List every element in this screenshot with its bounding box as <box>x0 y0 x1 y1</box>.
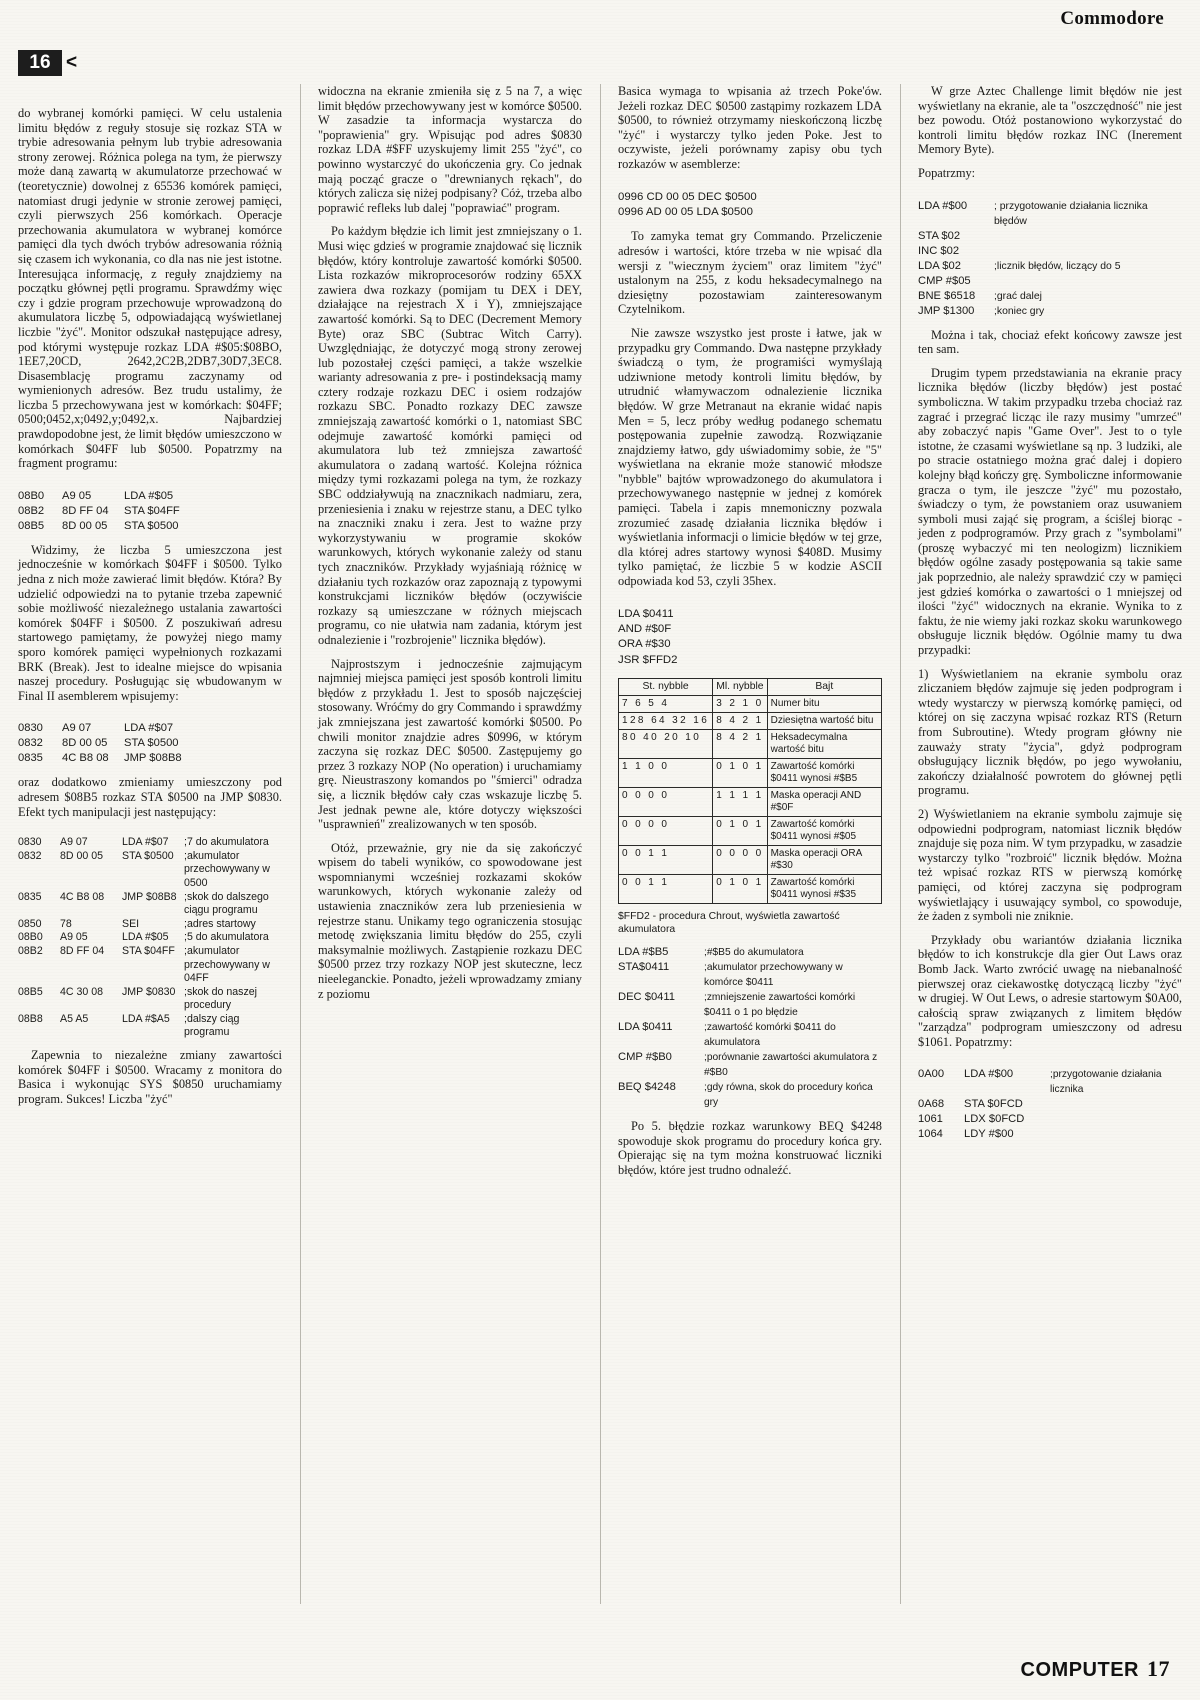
code-address: 0832 <box>18 849 42 862</box>
footer-page-number: 17 <box>1147 1656 1170 1681</box>
paragraph: Nie zawsze wszystko jest proste i łatwe, jak w przypadku gry Commando. Dwa następne przykłady świadczą o tym, że programiści wymyślają udziwnione metody kontroli limitu błędów, by utrudnić włamywaczom odnalezienie licznika błędów. W grze Metranaut na ekranie widać napis Men = 5, lecz próby według podanego schematu postępowania zupełnie zawodzą. Rozwiązanie znajdziemy łatwo, gdy uświadomimy sobie, że "5" wyświetlana na ekranie może stanowić młodsze "nybble" bajtów wprowadzonego do akumulatora i przechowywanego następnie w jednej z komórek pamięci. Tabela i zapis mnemoniczny pozwala zrozumieć zasadę działania licznika błędów i wyświetlania informacji o limicie błędów w tej grze, dla której adres startowy wynosi $408D. Musimy tylko pamiętać, że liczbie 5 w kodzie ASCII odpowiada kod 53, czyli 35hex. <box>618 325 882 589</box>
page-number-badge: 16 <box>18 50 62 76</box>
code-line <box>918 1097 1182 1112</box>
code-bytes: A9 05 <box>60 931 88 944</box>
code-mnemonic: LDA #$07 <box>124 722 174 735</box>
code-bytes: 4C B8 08 <box>60 890 105 903</box>
code-line <box>18 751 282 766</box>
spacer <box>318 648 582 657</box>
code-address: 08B0 <box>18 931 43 944</box>
nybble-table-header: Ml. nybble <box>713 679 767 696</box>
paragraph: Widzimy, że liczba 5 umieszczona jest jednocześnie w komórkach $04FF i $0500. Tylko jedna z nich może zawierać limit błędów. Która? By udzielić odpowiedzi na to pytanie trzeba zapewnić sobie możliwość niezależnego ustalania zawartości komórek $04FF i $0500. Z poszukiwań adresu startowego pamiętamy, że powyżej niego mamy sporo komórek pamięci wypełnionych rozkazami BRK (Break). Jest to idealne miejsce do wpisania naszej procedury. Posługując się wbudowanym w Final II asemblerem wpisujemy: <box>18 542 282 703</box>
code-bytes: 78 <box>60 917 72 930</box>
nybble-table-row <box>619 817 882 846</box>
paragraph: Można i tak, chociaż efekt końcowy zawsze jest ten sam. <box>918 327 1182 357</box>
nybble-desc: Zawartość komórki $0411 wynosi #$B5 <box>767 759 881 788</box>
code-address: 0830 <box>18 836 42 849</box>
code-comment: ;dalszy ciąg programu <box>184 1012 240 1039</box>
code-line <box>18 945 282 986</box>
code-line <box>18 504 282 519</box>
code-comment: ;porównanie zawartości akumulatora z #$B0 <box>704 1052 878 1079</box>
code-line <box>18 891 282 918</box>
paragraph: Basica wymaga to wpisania aż trzech Poke'ów. Jeżeli rozkaz DEC $0500 zastąpimy rozkazem LDA $0500, to również otrzymamy nieskończoną liczbę "żyć" i wystarczy tylko jeden Poke. Jest to oczywiste, jeżeli porównamy zapisy obu tych rozkazów w asemblerze: <box>618 84 882 171</box>
code-mnemonic: INC $02 <box>918 244 960 257</box>
spacer <box>18 471 282 480</box>
code-address: 08B5 <box>18 985 43 998</box>
paragraph: Przykłady obu wariantów działania licznika błędów to ich konstrukcje dla gier Out Laws oraz Bomb Jack. Warto zwrócić uwagę na niebanalność pierwszej oraz ciekawostkę dotyczącą liczby "żyć" w drugiej. W Out Lews, o adresie startowym $0A00, całością spraw związanych z limitem błędów "zarządza" podprogram umieszczony od adresu $1061. Popatrzmy: <box>918 932 1182 1049</box>
code-mnemonic: LDA #$07 <box>122 836 169 849</box>
column-2 <box>318 84 582 1604</box>
code-bytes: 8D FF 04 <box>60 944 105 957</box>
paragraph: do wybranej komórki pamięci. W celu ustalenia limitu błędów z reguły stosuje się rozkaz STA w trybie adresowania pełnym lub trybie adresowania strony zerowej. Różnica polega na tym, że pierwszy może daną zawartą w akumulatorze przechować w (teoretycznie) dowolnej z 65536 komórek pamięci, natomiast drugi jedynie w stronie zerowej pamięci, czyli pierwszych 256 komórkach. Operacje przechowania akumulatora w wybranej komórce pamięci dla tych dwóch trybów adresowania różnią się czasem ich wykonania, co dla nas nie jest istotne. Interesująca informację, z reguły znajdziemy na początku głównej pętli programu. Sprawdźmy więc czy i gdzie program przechowuje wprowadzoną do akumulatora liczbę 5, odpowiadającą wyświetlanej liczbie "żyć". Monitor odszukał następujące adresy, pod którymi występuje rozkaz LDA #$05:$08BO, 1EE7,20CD, 2642,2C2B,2DB7,30D7,3EC8. Disasemblację programu zaczynamy od wymienionych adresów. Bez trudu ustalimy, że liczba 5 przechowywana jest w komórkach: $04FF; 0500;0452,x;0492,y;0492,x. Najbardziej prawdopodobne jest, że limit błędów umieszczono w komórkach $04FF lub $0500. Popatrzmy na fragment programu: <box>18 106 282 471</box>
code-line <box>618 945 882 960</box>
code-line <box>18 721 282 736</box>
code-line: JSR $FFD2 <box>618 653 678 666</box>
code-comment: ;akumulator przechowywany w komórce $0411 <box>704 962 843 989</box>
spacer <box>918 357 1182 366</box>
masthead-title: Commodore <box>1060 8 1164 29</box>
code-mnemonic: STA $0FCD <box>964 1098 1023 1111</box>
column-3 <box>618 84 882 1604</box>
code-line <box>918 1112 1182 1127</box>
spacer <box>618 317 882 326</box>
code-address: 08B5 <box>18 519 45 532</box>
code-listing <box>18 721 282 766</box>
code-line <box>918 229 1182 244</box>
code-bytes: 8D 00 05 <box>62 737 108 750</box>
code-comment: ; przygotowanie działania licznika błędów <box>994 200 1148 227</box>
code-mnemonic: STA $0500 <box>122 849 174 862</box>
code-comment: ;grać dalej <box>994 290 1042 302</box>
column-divider <box>300 84 301 1604</box>
code-line <box>918 289 1182 304</box>
code-line <box>918 199 1182 229</box>
code-address: 08B8 <box>18 1012 43 1025</box>
code-mnemonic: STA $04FF <box>122 944 175 957</box>
nybble-desc: Numer bitu <box>767 696 881 713</box>
spacer <box>18 703 282 712</box>
code-line <box>918 304 1182 319</box>
code-block <box>618 190 882 221</box>
spacer <box>18 819 282 828</box>
code-bytes: 8D 00 05 <box>62 519 108 532</box>
code-comment: ;skok do naszej procedury <box>184 985 258 1012</box>
code-line <box>18 736 282 751</box>
code-address: 0850 <box>18 917 42 930</box>
nybble-ml-value: 1 1 1 1 <box>713 788 767 817</box>
code-line <box>618 960 882 990</box>
code-line: 0996 AD 00 05 LDA $0500 <box>618 205 753 218</box>
nybble-desc: Maska operacji ORA #$30 <box>767 846 881 875</box>
code-listing-annotated <box>18 836 282 1040</box>
spacer <box>918 658 1182 667</box>
code-comment: ;7 do akumulatora <box>184 836 269 849</box>
code-line <box>18 489 282 504</box>
spacer <box>918 924 1182 933</box>
code-mnemonic: LDA #$A5 <box>122 1012 170 1025</box>
code-address: 0832 <box>18 737 43 750</box>
article-columns <box>18 84 1182 1604</box>
column-divider <box>900 84 901 1604</box>
nybble-ml-value: 8 4 2 1 <box>713 713 767 730</box>
code-line <box>618 1020 882 1050</box>
spacer <box>618 589 882 598</box>
code-mnemonic: STA$0411 <box>618 961 670 974</box>
nybble-desc: Dziesiętna wartość bitu <box>767 713 881 730</box>
paragraph: widoczna na ekranie zmieniła się z 5 na 7, a więc limit błędów przechowywany jest w komórce $0500. W zasadzie ta informacja wystarcza do "poprawienia" gry. Wpisując pod adres $0830 rozkaz LDA #$FF uzyskujemy limit 255 "żyć", co powinno wystarczyć do ukończenia gry. Co jednak mają począć gracze o "drewnianych rękach", do których zalicza się niżej podpisany? Cóż, trzeba albo poprawić refleks lub dalej "poprawiać" program. <box>318 84 582 215</box>
code-mnemonic: BNE $6518 <box>918 289 976 302</box>
paragraph: Drugim typem przedstawiania na ekranie pracy licznika błędów (liczby błędów) jest postać symboliczna. W takim przypadku trzeba chociaż raz zagrać i przegrać licząc ile razy musimy "umrzeć" aby zobaczyć napis "Game Over". Jest to o tyle istotne, że czasami wyświetlane są np. 3 ludziki, ale po stracie ostatniego można grać dalej i dopiero kolejny błąd kończy grę. Symboliczne informowanie gracza o tym, ile jeszcze "żyć" mu pozostało, świadczy o tym, że powstaniem oraz usuwaniem symboli musi zająć się program, a ściślej biorąc - jeden z podprogramów. Przy grach z "symbolami" (proszę wybaczyć mi ten neologizm) licznikiem błędów ogólne zasady postępowania są takie same jak poprzednio, ale należy sprawdzić czy w pamięci jest gdzieś komórka o zawartości o 1 mniejszej od ilości "żyć" widocznych na ekranie. Wynika to z faktu, że nie wiemy jaki rozkaz skoku warunkowego obsługuje licznik błędów. Ogólnie mamy tu dwa przypadki: <box>918 365 1182 658</box>
paragraph: W grze Aztec Challenge limit błędów nie jest wyświetlany na ekranie, ale ta "oszczędność" nie jest bez powodu. Otóż postanowiono wykorzystać do kontroli limitu błędów rozkaz INC (Inerement Memory Byte). <box>918 84 1182 157</box>
spacer <box>18 1106 282 1115</box>
spacer <box>618 1178 882 1187</box>
code-bytes: 8D FF 04 <box>62 504 109 517</box>
nybble-st-value: 7 6 5 4 <box>619 696 713 713</box>
code-bytes: 4C 30 08 <box>60 985 103 998</box>
nybble-st-value: 128 64 32 16 <box>619 713 713 730</box>
code-listing-commented <box>618 945 882 1110</box>
code-line <box>918 1067 1182 1097</box>
paragraph: To zamyka temat gry Commando. Przeliczenie adresów i wartości, które trzeba w nie wpisać dla wersji z "wiecznym życiem" oraz limitem "żyć" ustalonym na 255, z kodu heksadecymalnego na dziesiętny pozostawiam zainteresowanym Czytelnikom. <box>618 229 882 317</box>
code-comment: ;przygotowanie działania licznika <box>1050 1069 1162 1096</box>
nybble-desc: Zawartość komórki $0411 wynosi #$35 <box>767 875 881 904</box>
spacer <box>318 832 582 841</box>
nybble-table-header: Bajt <box>767 679 881 696</box>
code-address: 0835 <box>18 890 42 903</box>
code-line <box>18 836 282 850</box>
code-line <box>618 1080 882 1110</box>
code-bytes: A9 07 <box>60 836 88 849</box>
spacer <box>318 215 582 224</box>
code-address: 1061 <box>918 1113 943 1126</box>
column-divider <box>600 84 601 1604</box>
code-line <box>918 244 1182 259</box>
spacer <box>918 798 1182 807</box>
nybble-st-value: 0 0 1 1 <box>619 875 713 904</box>
nybble-table-row <box>619 759 882 788</box>
code-line <box>18 1013 282 1040</box>
code-comment: ;zmniejszenie zawartości komórki $0411 o 1 po błędzie <box>704 992 856 1019</box>
code-mnemonic: LDA $0411 <box>618 1021 673 1034</box>
code-address: 0835 <box>18 752 43 765</box>
code-mnemonic: STA $0500 <box>124 519 179 532</box>
code-mnemonic: LDA $02 <box>918 259 961 272</box>
paragraph: Popatrzmy: <box>918 165 976 180</box>
column-4 <box>918 84 1182 1604</box>
code-comment: ;adres startowy <box>184 917 256 930</box>
code-line <box>18 931 282 945</box>
code-mnemonic: STA $04FF <box>124 504 180 517</box>
paragraph: Zapewnia to niezależne zmiany zawartości komórek $04FF i $0500. Wracamy z monitora do Basica i wykonując SYS $0850 uruchamiamy program. Sukces! Liczba "żyć" <box>18 1048 282 1106</box>
code-mnemonic: CMP #$05 <box>918 274 971 287</box>
footer-brand-label: COMPUTER <box>1020 1659 1139 1681</box>
code-mnemonic: JMP $1300 <box>918 304 975 317</box>
code-comment: ;gdy równa, skok do procedury końca gry <box>704 1082 873 1109</box>
spacer <box>318 1001 582 1010</box>
nybble-table-row <box>619 875 882 904</box>
code-mnemonic: JMP $08B8 <box>122 890 177 903</box>
code-mnemonic: STA $02 <box>918 229 961 242</box>
code-mnemonic: LDA #$05 <box>122 931 169 944</box>
code-line <box>918 274 1182 289</box>
code-mnemonic: LDX $0FCD <box>964 1113 1025 1126</box>
nybble-table-row <box>619 730 882 759</box>
spacer <box>918 181 1182 190</box>
code-address: 08B0 <box>18 489 45 502</box>
code-listing-commented <box>918 1067 1182 1142</box>
code-mnemonic: LDA #$B5 <box>618 946 669 959</box>
nybble-st-value: 0 0 0 0 <box>619 788 713 817</box>
code-comment: ;koniec gry <box>994 305 1045 317</box>
footer-brand <box>1021 1656 1170 1682</box>
code-line <box>918 1127 1182 1142</box>
nybble-desc: Heksadecymalna wartość bitu <box>767 730 881 759</box>
code-address: 08B2 <box>18 944 43 957</box>
code-address: 0830 <box>18 722 43 735</box>
nybble-st-value: 1 1 0 0 <box>619 759 713 788</box>
code-line: LDA $0411 <box>618 607 674 620</box>
code-mnemonic: STA $0500 <box>124 737 179 750</box>
code-mnemonic: CMP #$B0 <box>618 1051 672 1064</box>
nybble-table-row <box>619 696 882 713</box>
code-line <box>618 990 882 1020</box>
code-comment: ;akumulator przechowywany w 0500 <box>184 849 270 889</box>
nybble-desc: Maska operacji AND #$0F <box>767 788 881 817</box>
code-mnemonic: LDA #$00 <box>918 199 968 212</box>
code-listing-commented <box>918 199 1182 319</box>
nybble-table-header: St. nybble <box>619 679 713 696</box>
table-note: $FFD2 - procedura Chrout, wyświetla zawartość akumulatora <box>618 911 840 936</box>
code-mnemonic: LDY #$00 <box>964 1128 1014 1141</box>
code-line <box>18 986 282 1013</box>
code-mnemonic: JMP $0830 <box>122 985 176 998</box>
code-bytes: A5 A5 <box>60 1012 89 1025</box>
paragraph: oraz dodatkowo zmieniamy umieszczony pod adresem $08B5 rozkaz STA $0500 na JMP $0830. Efekt tych manipulacji jest następujący: <box>18 775 282 819</box>
paragraph: Najprostszym i jednocześnie zajmującym najmniej miejsca pamięci jest sposób kontroli limitu błędów z przykładu 1. Jest to sposób najczęściej stosowany. Wróćmy do gry Commando i sprawdźmy jak zmniejszana jest zawartość komórki $0500. Po chwili monitor znajdzie adres $0996, w którym zaczyna się rozkaz DEC $0500. Zastępujemy go przez 3 rozkazy NOP (No operation) i uruchamiamy grę. Nieustraszony komandos po "śmierci" odradza się, a licznik błędów cały czas wskazuje liczbę 5. Jest jednak pewne ale, które dotyczy większości "usprawnień" zrealizowanych w ten sposób. <box>318 656 582 832</box>
nybble-ml-value: 0 1 0 1 <box>713 759 767 788</box>
code-bytes: A9 07 <box>62 722 92 735</box>
code-bytes: 4C B8 08 <box>62 752 109 765</box>
code-bytes: A9 05 <box>62 489 92 502</box>
code-comment: ;akumulator przechowywany w 04FF <box>184 944 270 985</box>
nybble-table <box>618 678 882 904</box>
nybble-desc: Zawartość komórki $0411 wynosi #$05 <box>767 817 881 846</box>
nybble-table-row <box>619 846 882 875</box>
nybble-ml-value: 0 1 0 1 <box>713 875 767 904</box>
spacer <box>918 1049 1182 1058</box>
nybble-ml-value: 3 2 1 0 <box>713 696 767 713</box>
nybble-ml-value: 0 1 0 1 <box>713 817 767 846</box>
code-comment: ;#$B5 do akumulatora <box>704 947 804 959</box>
code-mnemonic: LDA #$05 <box>124 489 174 502</box>
nybble-ml-value: 0 0 0 0 <box>713 846 767 875</box>
paragraph: 1) Wyświetlaniem na ekranie symbolu oraz zliczaniem błędów zajmuje się jeden podprogram i wtedy wystarczy w pierwszą komórkę pamięci, od której on się zaczyna wpisać rozkaz RTS (Return from Subroutine). Wtedy program główny nie zauważy straty "życia", gdyż podprogram obsługujący licznik błędów, po jego wywołaniu, zakończy działalność powrotem do głównej pętli programu. <box>918 666 1182 798</box>
code-line <box>918 259 1182 274</box>
code-mnemonic: BEQ $4248 <box>618 1081 676 1094</box>
code-line <box>18 918 282 932</box>
code-address: 0A00 <box>918 1068 945 1081</box>
nybble-ml-value: 8 4 2 1 <box>713 730 767 759</box>
code-line: 0996 CD 00 05 DEC $0500 <box>618 190 757 203</box>
code-line <box>18 519 282 534</box>
nybble-st-value: 0 0 0 0 <box>619 817 713 846</box>
code-mnemonic: LDA #$00 <box>964 1068 1014 1081</box>
code-address: 1064 <box>918 1128 943 1141</box>
code-line: AND #$0F <box>618 623 672 636</box>
paragraph: Po każdym błędzie ich limit jest zmniejszany o 1. Musi więc gdzieś w programie znajdować się licznik błędów, który kontroluje zawartość komórki $0500. Lista rozkazów mikroprocesorów rodziny 65XX zawiera dwa rozkazy (pomijam tu DEX i DEY, działające na rejestrach X i Y), zmniejszające zawartość komórki. Są to DEC (Decrement Memory Byte) oraz SBC (Subtrac Witch Carry). Uwzględniając, że dotyczyć mogą strony zerowej lub pozostałej części pamięci, a także wszelkie warianty adresowania z pre- i postindeksacją mamy cztery rodzaje rozkazu DEC i osiem rodzajów rozkazu SBC. Ponadto rozkazy DEC zawsze zmniejszają zawartość komórki o 1, natomiast SBC odejmuje zawartość komórki pamięci od akumulatora lub też zmniejsza zawartość akumulatora o zadaną wartość. Kolejna różnica między tymi rozkazami polega na tym, że rozkazy SBC oddziaływują na znacznikach nadmiaru, zera, przeniesienia i znaku w rejestrze stanu, a DEC tylko na znaczniki znaku i zera. Jest to ważne przy wykorzystywaniu w programie skoków warunkowych, których wykonanie zależy od stanu tych znaczników. Przykłady wyjaśniają różnicę w działaniu tych rozkazów oraz zapoznają z typowymi konstrukcjami liczników błędów (oczywiście rozkazy są umieszczane w różnych miejscach programu, co nie ułatwia nam zadania, którym jest odnalezienie i "rozbrojenie" licznika błędów). <box>318 224 582 647</box>
code-address: 08B2 <box>18 504 45 517</box>
code-line <box>618 1050 882 1080</box>
code-listing <box>18 489 282 534</box>
code-mnemonic: JMP $08B8 <box>124 752 182 765</box>
nybble-st-value: 80 40 20 10 <box>619 730 713 759</box>
code-mnemonic: SEI <box>122 917 140 930</box>
spacer <box>618 172 882 181</box>
code-comment: ;skok do dalszego ciągu programu <box>184 890 269 917</box>
code-comment: ;zawartość komórki $0411 do akumulatora <box>704 1022 836 1049</box>
continuation-arrow-icon: < <box>66 52 78 73</box>
paragraph: Po 5. błędzie rozkaz warunkowy BEQ $4248 spowoduje skok programu do procedury końca gry. Opierając się na tym można konstruować liczniki błędów, które jest trudno odnaleźć. <box>618 1119 882 1178</box>
code-line: ORA #$30 <box>618 638 671 651</box>
code-line <box>18 850 282 891</box>
paragraph: 2) Wyświetlaniem na ekranie symbolu zajmuje się odpowiedni podprogram, natomiast licznik błędów znajduje się poza nim. W tym przypadku, w zasadzie wystarczy tylko "rozbroić" licznik błędów. Można też wpisać rozkaz RTS w pierwszą komórkę pamięci, od której zaczyna się podprogram wyświetlający i usuwający symbol, co spowoduje, że żaden z symboli nie zniknie. <box>918 806 1182 924</box>
code-bytes: 8D 00 05 <box>60 849 103 862</box>
nybble-st-value: 0 0 1 1 <box>619 846 713 875</box>
code-comment: ;licznik błędów, liczący do 5 <box>994 260 1121 272</box>
nybble-table-row <box>619 713 882 730</box>
code-address: 0A68 <box>918 1098 945 1111</box>
code-comment: ;5 do akumulatora <box>184 931 269 944</box>
spacer <box>918 157 1182 166</box>
paragraph: Otóż, przeważnie, gry nie da się zakończyć wpisem do tabeli wyników, co spowodowane jest wspomnianymi wcześniej rozkazami skoków warunkowych, których wykonanie zależy od ustawienia znaczników zera lub przeniesienia w rejestrze stanu. Unikamy tego ograniczenia stosując metodę zwiększania limitu błędów do 255, czyli maksymalnie możliwych. Zastąpienie rozkazu DEC $0500 przez trzy rozkazy NOP jest skuteczne, lecz nieeleganckie. Ponadto, jeżeli wprowadzamy zmiany z poziomu <box>318 840 582 1001</box>
code-mnemonic: DEC $0411 <box>618 991 676 1004</box>
nybble-table-row <box>619 788 882 817</box>
code-block <box>618 607 882 669</box>
column-1 <box>18 84 282 1604</box>
